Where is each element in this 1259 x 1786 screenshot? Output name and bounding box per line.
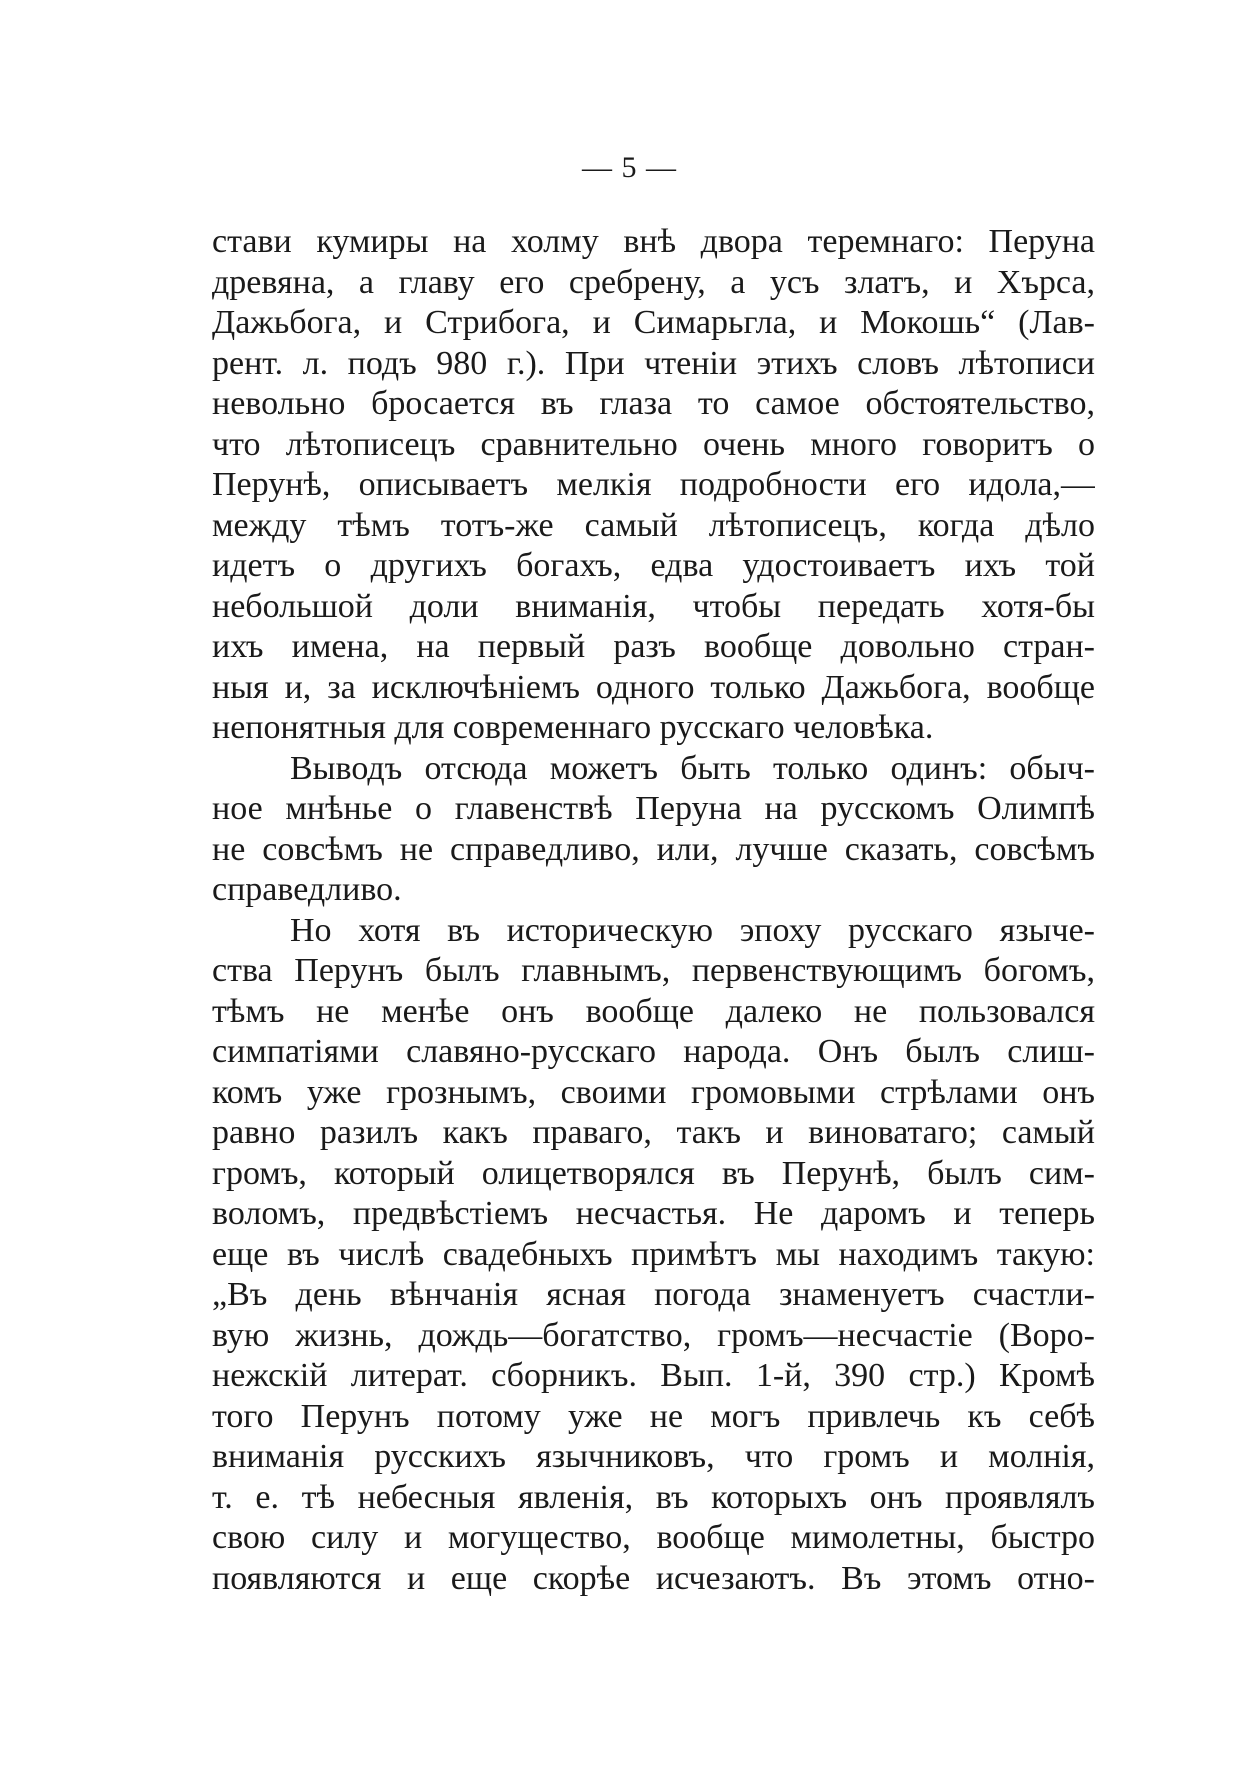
text-line: рент. л. подъ 980 г.). При чтеніи этихъ словъ лѣтописи bbox=[212, 344, 1095, 382]
text-line: не совсѣмъ не справедливо, или, лучше сказать, совсѣмъ bbox=[212, 830, 1095, 868]
text-line: Выводъ отсюда можетъ быть только одинъ: обыч- bbox=[290, 749, 1095, 787]
text-line: появляются и еще скорѣе исчезаютъ. Въ этомъ отно- bbox=[212, 1559, 1095, 1597]
text-line: воломъ, предвѣстіемъ несчастья. Не даромъ и теперь bbox=[212, 1195, 1095, 1232]
text-line: ное мнѣнье о главенствѣ Перуна на русскомъ Олимпѣ bbox=[212, 790, 1095, 827]
text-line: Перунѣ, описываетъ мелкія подробности его идола,— bbox=[212, 466, 1095, 503]
text-line: ихъ имена, на первый разъ вообще довольно стран- bbox=[212, 628, 1095, 665]
text-line: нежскій литерат. сборникъ. Вып. 1-й, 390 стр.) Кромѣ bbox=[212, 1357, 1095, 1394]
text-line: невольно бросается въ глаза то самое обстоятельство, bbox=[212, 385, 1095, 422]
text-line: вую жизнь, дождь—богатство, громъ—несчастіе (Воро- bbox=[212, 1316, 1095, 1354]
text-line: свою силу и могущество, вообще мимолетны, быстро bbox=[212, 1519, 1095, 1556]
text-line: еще въ числѣ свадебныхъ примѣтъ мы находимъ такую: bbox=[212, 1235, 1095, 1273]
text-line: вниманія русскихъ язычниковъ, что громъ и молнія, bbox=[212, 1438, 1095, 1475]
text-line: того Перунъ потому уже не могъ привлечь къ себѣ bbox=[212, 1397, 1095, 1435]
text-line: между тѣмъ тотъ-же самый лѣтописецъ, когда дѣло bbox=[212, 506, 1095, 544]
text-line: равно разилъ какъ праваго, такъ и виноватаго; самый bbox=[212, 1114, 1095, 1151]
text-line: небольшой доли вниманія, чтобы передать хотя-бы bbox=[212, 587, 1095, 625]
text-line: что лѣтописецъ сравнительно очень много говоритъ о bbox=[212, 425, 1095, 463]
text-line: т. е. тѣ небесныя явленія, въ которыхъ онъ проявлялъ bbox=[212, 1478, 1095, 1516]
text-line: ства Перунъ былъ главнымъ, первенствующимъ богомъ, bbox=[212, 952, 1095, 989]
text-line: Дажьбога, и Стрибога, и Симарьгла, и Мокошь“ (Лав- bbox=[212, 304, 1095, 341]
text-line: громъ, который олицетворялся въ Перунѣ, былъ сим- bbox=[212, 1154, 1095, 1192]
paragraph-2 bbox=[212, 749, 1095, 911]
text-line: Но хотя въ историческую эпоху русскаго язычe- bbox=[290, 911, 1095, 949]
text-line: ныя и, за исключѣніемъ одного только Дажьбога, вообще bbox=[212, 668, 1095, 706]
text-line: симпатіями славяно-русскаго народа. Онъ былъ слиш- bbox=[212, 1033, 1095, 1070]
text-line: „Въ день вѣнчанія ясная погода знаменуетъ счастли- bbox=[212, 1276, 1095, 1313]
text-line: справедливо. bbox=[212, 871, 402, 908]
paragraph-3 bbox=[212, 911, 1095, 1600]
text-line: комъ уже грознымъ, своими громовыми стрѣлами онъ bbox=[212, 1073, 1095, 1111]
text-line: стави кумиры на холму внѣ двора теремнаго: Перуна bbox=[212, 223, 1095, 260]
text-line: идетъ о другихъ богахъ, едва удостоиваетъ ихъ той bbox=[212, 547, 1095, 584]
paragraph-1 bbox=[212, 222, 1095, 749]
text-line: непонятныя для современнаго русскаго человѣка. bbox=[212, 709, 934, 746]
text-line: тѣмъ не менѣе онъ вообще далеко не пользовался bbox=[212, 992, 1095, 1030]
body-text bbox=[212, 222, 1095, 1599]
page-number: — 5 — bbox=[582, 151, 677, 184]
text-line: древяна, а главу его сребрену, а усъ златъ, и Хърса, bbox=[212, 263, 1095, 301]
